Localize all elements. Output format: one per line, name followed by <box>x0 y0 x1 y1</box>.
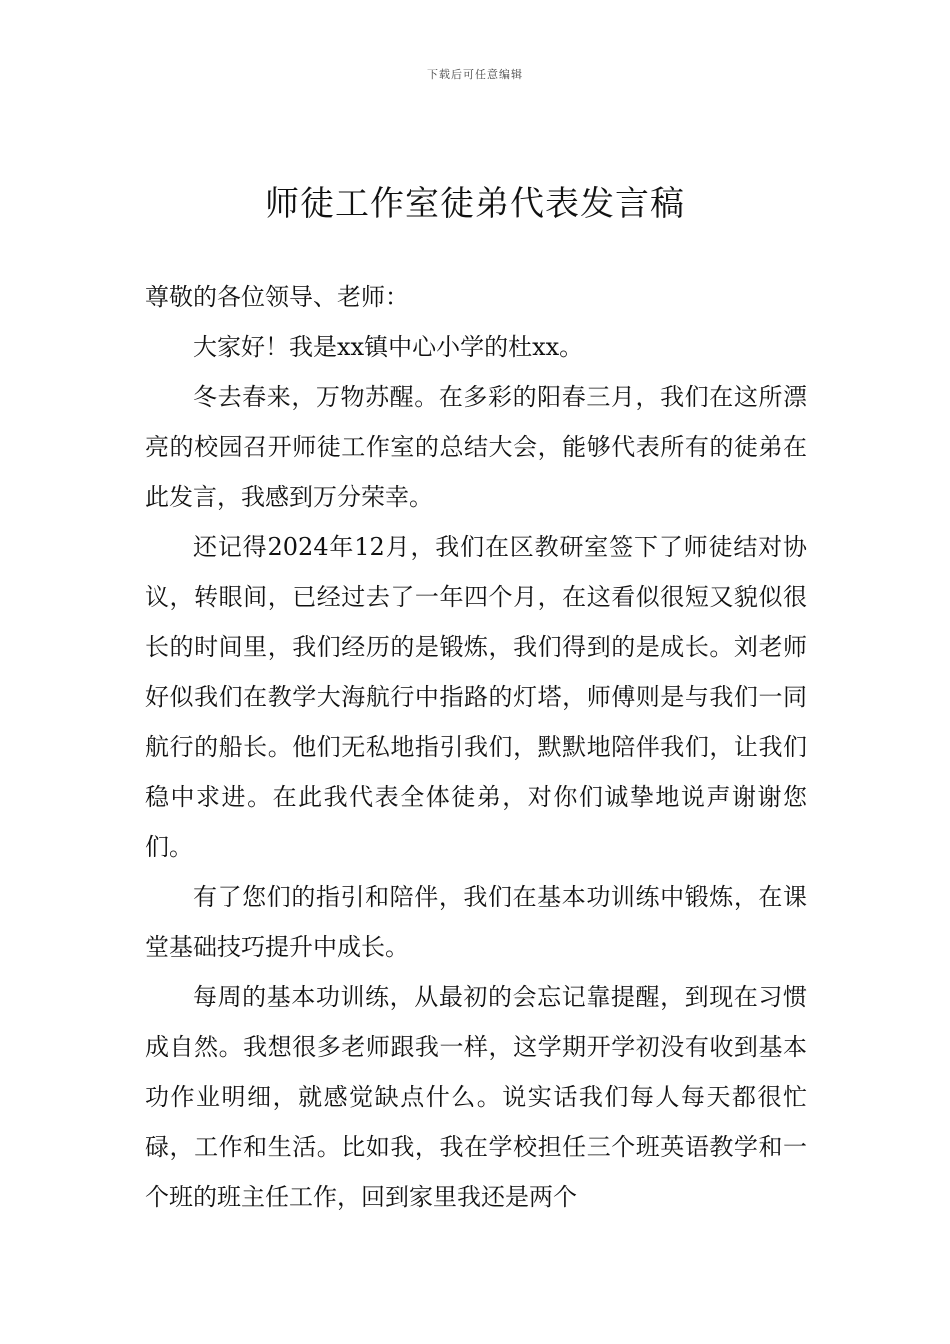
header-note: 下载后可任意编辑 <box>427 68 523 81</box>
paragraph-training: 每周的基本功训练，从最初的会忘记靠提醒，到现在习惯成自然。我想很多老师跟我一样，这学期开学初没有收到基本功作业明细，就感觉缺点什么。说实话我们每人每天都很忙碌，工作和生活。比如我，我在学校担任三个班英语教学和一个班的班主任工作，回到家里我还是两个 <box>145 983 807 1211</box>
paragraph-greeting: 大家好！我是xx镇中心小学的杜xx。 <box>193 333 584 361</box>
document-title: 师徒工作室徒弟代表发言稿 <box>265 184 685 224</box>
document-body <box>145 272 807 1222</box>
paragraph-spring: 冬去春来，万物苏醒。在多彩的阳春三月，我们在这所漂亮的校园召开师徒工作室的总结大会，能够代表所有的徒弟在此发言，我感到万分荣幸。 <box>145 383 807 511</box>
salutation: 尊敬的各位领导、老师： <box>145 283 409 311</box>
paragraph-agreement: 还记得2024年12月，我们在区教研室签下了师徒结对协议，转眼间，已经过去了一年四个月，在这看似很短又貌似很长的时间里，我们经历的是锻炼，我们得到的是成长。刘老师好似我们在教学大海航行中指路的灯塔，师傅则是与我们一同航行的船长。他们无私地指引我们，默默地陪伴我们，让我们稳中求进。在此我代表全体徒弟，对你们诚挚地说声谢谢您们。 <box>145 533 807 861</box>
paragraph-guidance: 有了您们的指引和陪伴，我们在基本功训练中锻炼，在课堂基础技巧提升中成长。 <box>145 883 807 961</box>
